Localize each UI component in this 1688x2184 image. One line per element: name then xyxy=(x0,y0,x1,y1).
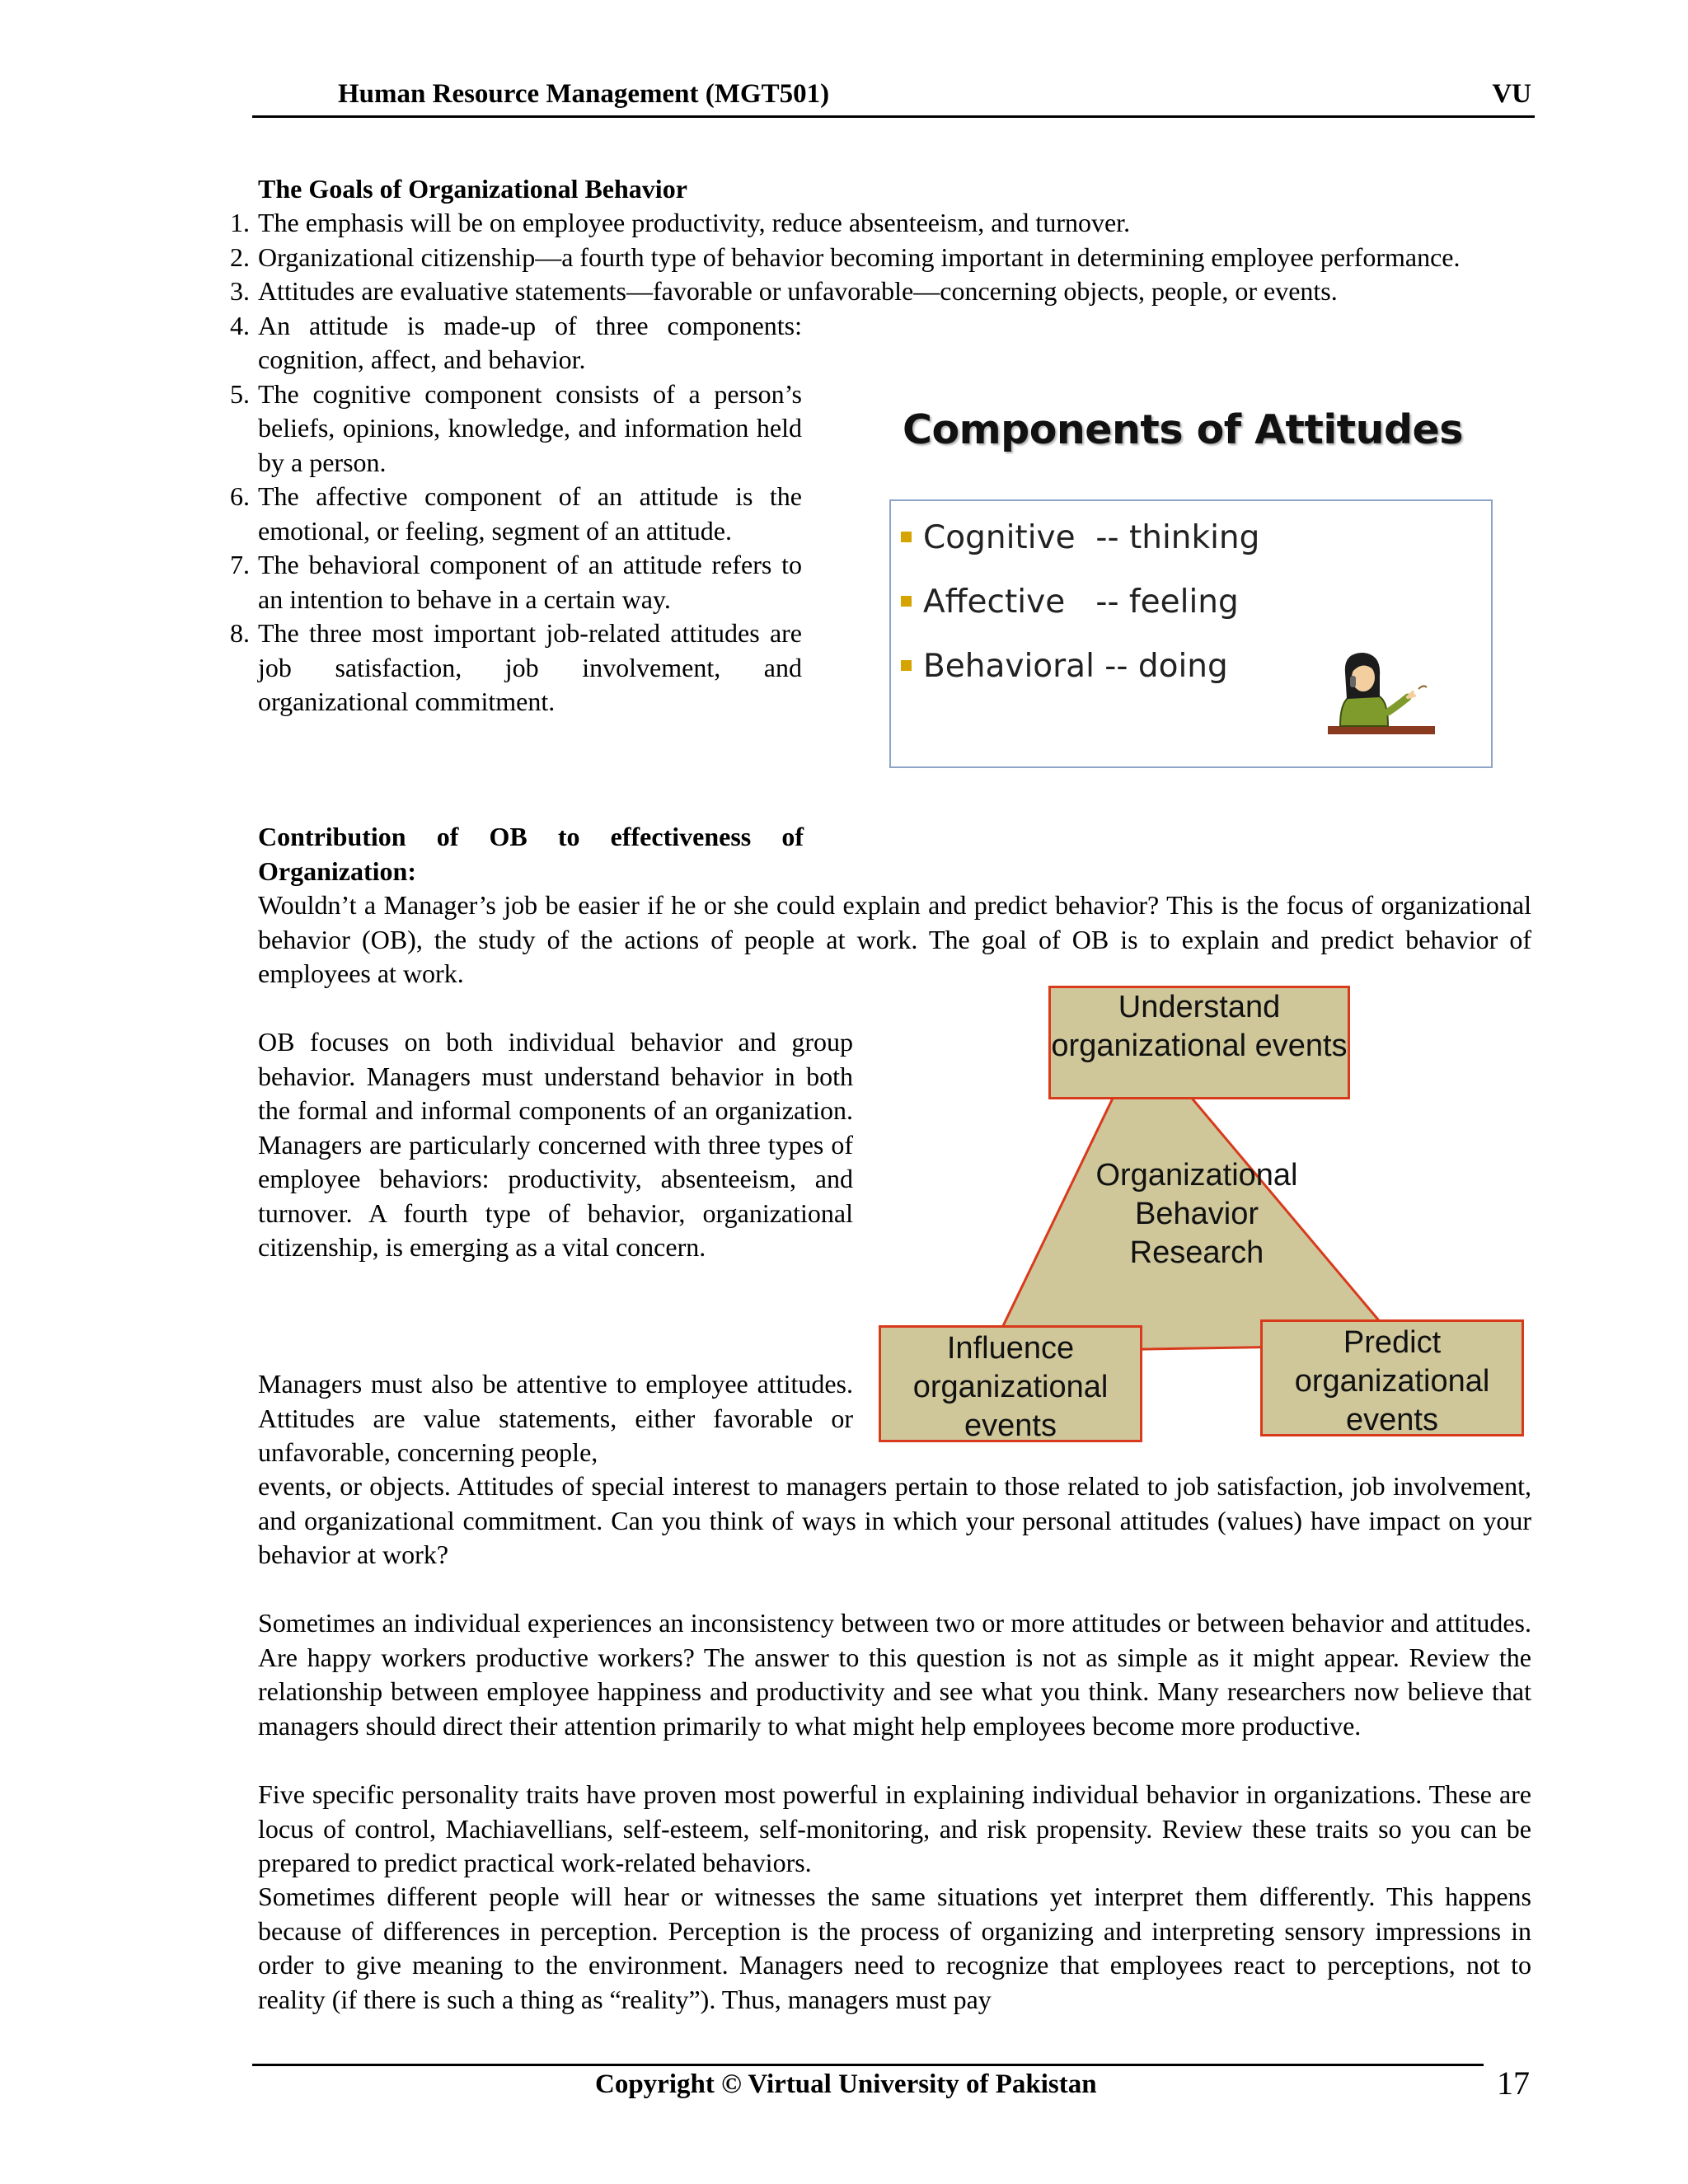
list-item xyxy=(230,480,802,548)
paragraph-1: Wouldn’t a Manager’s job be easier if he or she could explain and predict behavior? This is the focus of organizational behavior (OB), the study of the actions of people at work. The goal of OB is to explain and predict behavior of employees at work. xyxy=(258,890,1531,988)
page-number: 17 xyxy=(1497,2064,1530,2102)
list-number: 7. xyxy=(230,550,250,579)
paragraph-3-end: events, or objects. Attitudes of special interest to managers pertain to those related to job satisfaction, job involvement, and organizational commitment. Can you think of ways in which your personal attitudes (values) have impact on your behavior at work? xyxy=(258,1471,1531,1569)
goals-heading: The Goals of Organizational Behavior xyxy=(258,174,687,204)
list-item-text: The three most important job-related attitudes are job satisfaction, job involvement, and organizational commitment. xyxy=(258,618,802,716)
paragraph-4: Sometimes an individual experiences an inconsistency between two or more attitudes or between behavior and attitudes. Are happy workers productive workers? The answer to this question is not as simple as it might appear. Review the relationship between employee happiness and productivity and see what you think. Many researchers now believe that managers should direct their attention primarily to what might help employees become more productive. xyxy=(258,1608,1531,1741)
list-item-text: The emphasis will be on employee productivity, reduce absenteeism, and turnover. xyxy=(258,208,1131,237)
ob-left-box: Influence organizational events xyxy=(879,1325,1142,1442)
list-number: 8. xyxy=(230,618,250,648)
footer-copyright: Copyright © Virtual University of Pakistan xyxy=(595,2069,1097,2099)
woman-on-phone-icon xyxy=(1315,648,1439,738)
ob-center-label: Organizational Behavior Research xyxy=(1095,1158,1298,1270)
list-item-text: An attitude is made-up of three components: cognition, affect, and behavior. xyxy=(258,310,802,374)
contribution-heading: Contribution of OB to effectiveness of Organization: xyxy=(258,822,804,886)
component-behavioral: Behavioral -- doing xyxy=(901,648,1228,685)
list-item-text: The cognitive component consists of a person’s beliefs, opinions, knowledge, and information held by a person. xyxy=(258,378,802,477)
list-item xyxy=(230,548,802,616)
bullet-icon xyxy=(901,596,912,607)
list-number: 4. xyxy=(230,310,250,340)
component-affective: Affective -- feeling xyxy=(901,583,1239,621)
list-item xyxy=(230,241,1531,275)
list-number: 1. xyxy=(230,208,250,237)
list-number: 2. xyxy=(230,241,250,272)
list-item-text: The affective component of an attitude is the emotional, or feeling, segment of an attitude. xyxy=(258,481,802,546)
list-number: 6. xyxy=(230,481,250,511)
header-vu: VU xyxy=(1492,79,1531,109)
list-item-text: Organizational citizenship—a fourth type of behavior becoming important in determining employee performance. xyxy=(258,241,1461,272)
components-box xyxy=(889,499,1493,768)
list-number: 3. xyxy=(230,276,250,306)
ob-right-box: Predict organizational events xyxy=(1260,1319,1524,1436)
list-item-text: Attitudes are evaluative statements—favorable or unfavorable—concerning objects, people, or events. xyxy=(258,276,1338,306)
list-item-text: The behavioral component of an attitude refers to an intention to behave in a certain way. xyxy=(258,550,802,614)
paragraph-2: OB focuses on both individual behavior and group behavior. Managers must understand behavior in both the formal and informal components of an organization. Managers are particularly concerned with three types of employee behaviors: productivity, absenteeism, and turnover. A fourth type of behavior, organizational citizenship, is emerging as a vital concern. xyxy=(258,1027,853,1262)
bullet-icon xyxy=(901,660,912,671)
header-title: Human Resource Management (MGT501) xyxy=(338,79,830,109)
header-rule xyxy=(252,115,1535,118)
list-item xyxy=(230,274,1531,309)
paragraph-3-start: Managers must also be attentive to employee attitudes. Attitudes are value statements, either favorable or unfavorable, concerning people, xyxy=(258,1369,853,1467)
components-title: Components of Attitudes xyxy=(903,406,1463,453)
paragraph-6: Sometimes different people will hear or witnesses the same situations yet interpret them differently. This happens because of differences in perception. Perception is the process of organizing and interpreting sensory impressions in order to give meaning to the environment. Managers need to recognize that employees react to perceptions, not to reality (if there is such a thing as “reality”). Thus, managers must pay xyxy=(258,1882,1531,2014)
ob-top-box: Understand organizational events xyxy=(1048,986,1350,1099)
bullet-icon xyxy=(901,532,912,542)
list-item xyxy=(230,309,802,377)
list-item xyxy=(230,206,1531,241)
list-number: 5. xyxy=(230,378,250,409)
component-cognitive: Cognitive -- thinking xyxy=(901,519,1259,556)
list-item xyxy=(230,377,802,480)
ob-diagram xyxy=(874,981,1533,1451)
paragraph-5: Five specific personality traits have proven most powerful in explaining individual behavior in organizations. These are locus of control, Machiavellians, self-esteem, self-monitoring, and risk propensity. Review these traits so you can be prepared to predict practical work-related behaviors. xyxy=(258,1779,1531,1877)
footer-rule xyxy=(252,2064,1484,2066)
list-item xyxy=(230,616,802,719)
